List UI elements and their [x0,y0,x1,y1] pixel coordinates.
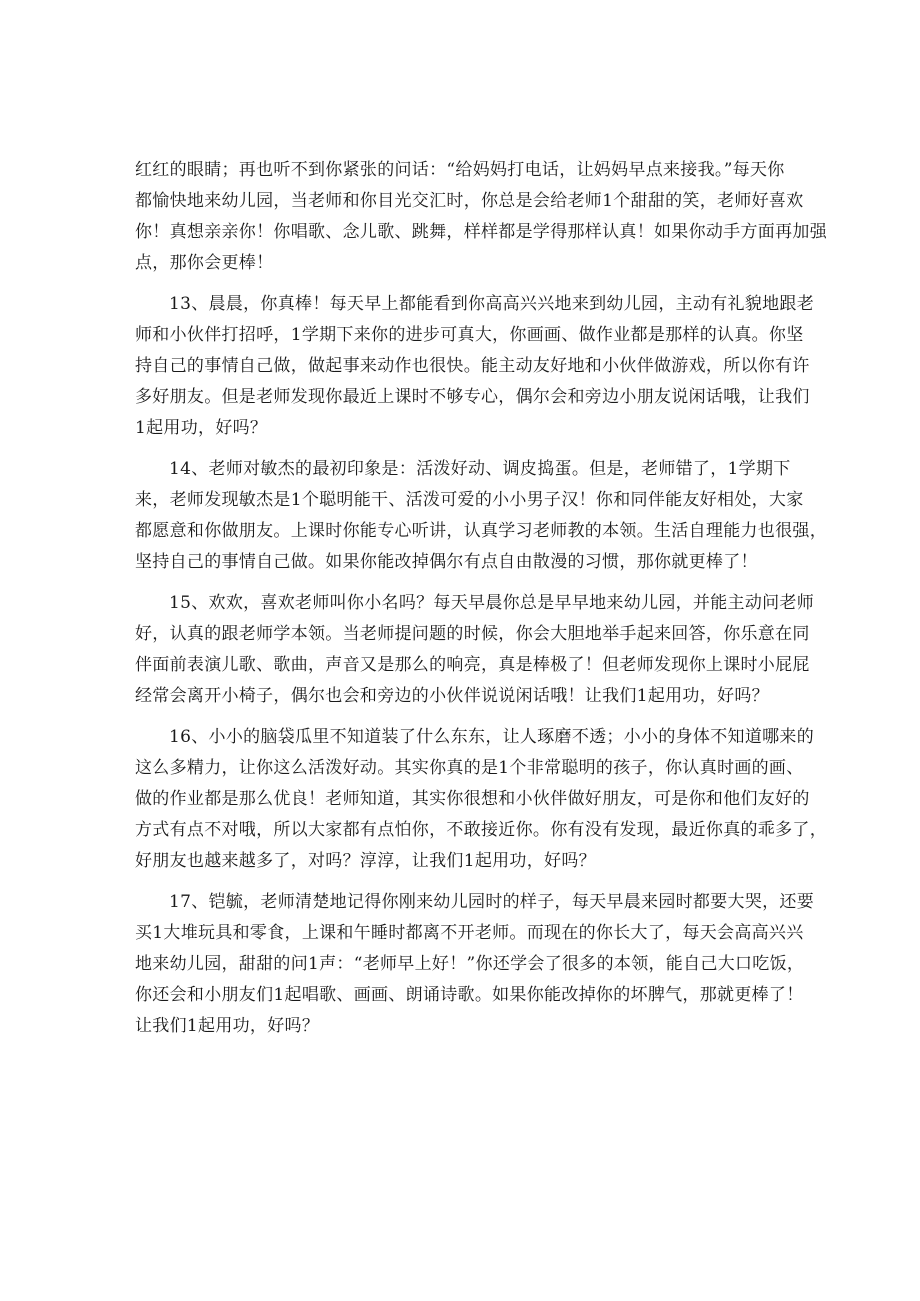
text-line: 师和小伙伴打招呼，1学期下来你的进步可真大，你画画、做作业都是那样的认真。你坚 [135,325,804,345]
paragraph-spacer [135,877,795,887]
paragraph [135,722,827,877]
text-line: 好，认真的跟老师学本领。当老师提问题的时候，你会大胆地举手起来回答，你乐意在同 [135,624,810,644]
text-line: 好朋友也越来越多了，对吗？淳淳，让我们1起用功，好吗？ [135,851,596,871]
text-line: 坚持自己的事情自己做。如果你能改掉偶尔有点自由散漫的习惯，那你就更棒了！ [135,552,758,572]
text-line: 你还会和小朋友们1起唱歌、画画、朗诵诗歌。如果你能改掉你的坏脾气，那就更棒了！ [135,985,804,1005]
paragraph-spacer [135,712,795,722]
text-line: 你！真想亲亲你！你唱歌、念儿歌、跳舞，样样都是学得那样认真！如果你动手方面再加强 [135,222,827,242]
paragraph-spacer [135,578,795,588]
text-line: 买1大堆玩具和零食，上课和午睡时都离不开老师。而现在的你长大了，每天会高高兴兴 [135,923,804,943]
text-line: 1起用功，好吗？ [135,418,268,438]
text-line: 伴面前表演儿歌、歌曲，声音又是那么的响亮，真是棒极了！但老师发现你上课时小屁屁 [135,655,810,675]
text-line: 地来幼儿园，甜甜的问1声：“老师早上好！”你还学会了很多的本领，能自己大口吃饭， [135,954,805,974]
text-line: 都愿意和你做朋友。上课时你能专心听讲，认真学习老师教的本领。生活自理能力也很强， [135,521,827,541]
document-body [135,155,827,1042]
text-line: 17、铠毓，老师清楚地记得你刚来幼儿园时的样子，每天早晨来园时都要大哭，还要 [169,892,815,912]
text-line: 15、欢欢，喜欢老师叫你小名吗？每天早晨你总是早早地来幼儿园，并能主动问老师 [169,593,815,613]
text-line: 这么多精力，让你这么活泼好动。其实你真的是1个非常聪明的孩子，你认真时画的画、 [135,758,804,778]
text-line: 16、小小的脑袋瓜里不知道装了什么东东，让人琢磨不透；小小的身体不知道哪来的 [169,727,815,747]
text-line: 13、晨晨，你真棒！每天早上都能看到你高高兴兴地来到幼儿园，主动有礼貌地跟老 [169,294,815,314]
text-line: 做的作业都是那么优良！老师知道，其实你很想和小伙伴做好朋友，可是你和他们友好的 [135,789,810,809]
paragraph [135,289,815,444]
paragraph [135,454,827,578]
paragraph-spacer [135,279,795,289]
paragraph [135,887,815,1042]
text-line: 方式有点不对哦，所以大家都有点怕你，不敢接近你。你有没有发现，最近你真的乖多了， [135,820,827,840]
text-line: 多好朋友。但是老师发现你最近上课时不够专心，偶尔会和旁边小朋友说闲话哦，让我们 [135,387,810,407]
paragraph [135,588,815,712]
text-line: 让我们1起用功，好吗？ [135,1016,320,1036]
paragraph-spacer [135,444,795,454]
text-line: 来，老师发现敏杰是1个聪明能干、活泼可爱的小小男子汉！你和同伴能友好相处，大家 [135,490,804,510]
text-line: 持自己的事情自己做，做起事来动作也很快。能主动友好地和小伙伴做游戏，所以你有许 [135,356,810,376]
text-line: 14、老师对敏杰的最初印象是：活泼好动、调皮捣蛋。但是，老师错了，1学期下 [169,459,791,479]
text-line: 经常会离开小椅子，偶尔也会和旁边的小伙伴说说闲话哦！让我们1起用功，好吗？ [135,686,769,706]
text-line: 都愉快地来幼儿园，当老师和你目光交汇时，你总是会给老师1个甜甜的笑，老师好喜欢 [135,191,804,211]
text-line: 红红的眼睛；再也听不到你紧张的问话：“给妈妈打电话，让妈妈早点来接我。”每天你 [135,160,785,180]
paragraph [135,155,827,279]
text-line: 点，那你会更棒！ [135,253,274,273]
